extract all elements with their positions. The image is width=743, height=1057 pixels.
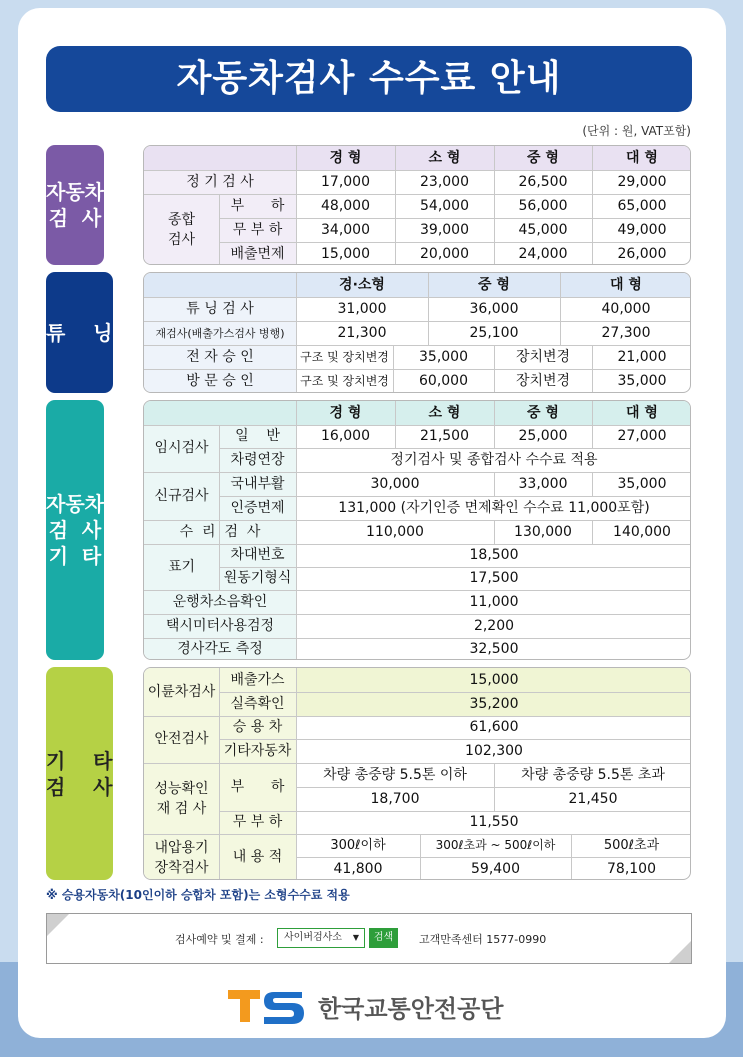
chevron-down-icon: ▼ <box>352 933 359 942</box>
fee-cell: 41,800 <box>333 860 383 877</box>
col-header: 중 형 <box>527 149 559 166</box>
corner-deco-icon <box>47 914 69 936</box>
row-label: 방 문 승 인 <box>186 373 254 389</box>
fee-cell: 65,000 <box>617 197 667 214</box>
fee-cell: 140,000 <box>613 523 671 540</box>
col-header: 대 형 <box>610 276 642 293</box>
fee-cell: 131,000 (자기인증 면제확인 수수료 11,000포함) <box>338 499 650 516</box>
col-header: 중 형 <box>478 276 510 293</box>
sub-header: 300ℓ초과 ~ 500ℓ이하 <box>435 838 556 852</box>
corner-deco-icon <box>669 941 691 963</box>
row-label: 원동기형식 <box>223 570 292 586</box>
fee-cell: 49,000 <box>617 221 667 238</box>
row-label: 재검사(배출가스검사 병행) <box>155 326 285 340</box>
fee-cell: 21,450 <box>568 790 618 807</box>
unit-note: (단위 : 원, VAT포함) <box>582 124 691 138</box>
fee-cell: 18,500 <box>469 547 519 563</box>
section-inspection-label: 자동차 검 사 <box>46 180 104 230</box>
fee-cell: 17,000 <box>321 173 370 190</box>
row-label: 경사각도 측정 <box>177 641 263 657</box>
fee-cell: 110,000 <box>366 523 424 540</box>
row-group-label: 신규검사 <box>154 487 209 504</box>
row-label: 배출가스 <box>230 671 285 688</box>
row-label: 무 부 하 <box>232 814 283 830</box>
fee-cell: 25,100 <box>469 324 519 341</box>
customer-center: 고객만족센터 1577-0990 <box>419 933 547 946</box>
col-header: 소 형 <box>428 149 461 166</box>
row-label: 수 리 검 사 <box>179 523 261 540</box>
row-label: 승 용 차 <box>232 719 283 735</box>
fee-cell: 21,300 <box>337 324 387 341</box>
org-name: 한국교통안전공단 <box>318 994 504 1023</box>
fee-cell: 21,000 <box>617 348 667 365</box>
section-inspection <box>46 145 104 265</box>
row-label: 국내부활 <box>230 475 285 492</box>
fee-cell: 32,500 <box>469 641 519 657</box>
fee-cell: 2,200 <box>473 617 515 634</box>
section-other <box>46 400 104 660</box>
col-header: 경 형 <box>329 404 362 421</box>
row-group-label: 이륜차검사 <box>147 683 216 700</box>
sub-label: 구조 및 장치변경 <box>300 349 389 364</box>
fee-cell: 21,500 <box>420 428 469 444</box>
fee-cell: 24,000 <box>518 245 568 262</box>
section-etc <box>46 667 113 880</box>
fee-cell: 31,000 <box>337 300 387 317</box>
row-group-label: 내압용기 장착검사 <box>154 839 209 876</box>
row-label: 부 하 <box>230 778 285 795</box>
fee-cell: 33,000 <box>518 475 568 492</box>
inspection-table <box>143 145 691 265</box>
tuning-table <box>143 272 691 393</box>
col-header: 경 형 <box>329 149 362 166</box>
col-header: 경·소형 <box>339 276 385 293</box>
sub-label: 장치변경 <box>515 373 571 389</box>
fee-cell: 15,000 <box>469 671 519 688</box>
row-group-label: 안전검사 <box>154 731 209 747</box>
sub-header: 차량 총중량 5.5톤 이하 <box>323 766 467 783</box>
sub-header: 300ℓ이하 <box>330 838 386 853</box>
search-button[interactable]: 검색 <box>369 928 398 948</box>
row-label: 튜 닝 검 사 <box>186 300 254 317</box>
row-group-label: 종합 검사 <box>167 212 196 248</box>
section-tuning-label: 튜 닝 <box>46 320 113 345</box>
row-label: 일 반 <box>235 428 280 444</box>
row-label: 실측확인 <box>230 695 285 712</box>
fee-cell: 48,000 <box>321 197 370 214</box>
sub-header: 500ℓ초과 <box>603 838 660 853</box>
select-value: 사이버검사소 <box>284 932 342 943</box>
row-label: 배출면제 <box>230 245 285 262</box>
row-label: 차대번호 <box>230 547 285 563</box>
fee-cell: 35,200 <box>469 695 519 712</box>
fee-cell: 정기검사 및 종합검사 수수료 적용 <box>390 451 598 468</box>
fee-cell: 54,000 <box>420 197 469 214</box>
fee-cell: 26,000 <box>617 245 667 262</box>
col-header: 소 형 <box>428 404 461 421</box>
fee-cell: 61,600 <box>469 719 519 735</box>
reservation-box <box>46 913 692 964</box>
inspection-site-select[interactable] <box>277 928 365 948</box>
row-group-label: 성능확인 재 검 사 <box>154 780 209 817</box>
fee-cell: 30,000 <box>370 475 420 492</box>
fee-cell: 34,000 <box>321 221 370 238</box>
fee-cell: 11,000 <box>469 593 519 610</box>
ts-logo-icon <box>228 986 312 1026</box>
fee-cell: 20,000 <box>420 245 469 262</box>
fee-cell: 27,300 <box>601 324 651 341</box>
reservation-label: 검사예약 및 결제 : <box>175 933 264 946</box>
fee-cell: 35,000 <box>419 348 468 365</box>
page-title: 자동차검사 수수료 안내 <box>46 46 692 112</box>
fee-cell: 27,000 <box>617 428 667 444</box>
fee-cell: 17,500 <box>469 570 519 586</box>
row-label: 정 기 검 사 <box>186 173 254 190</box>
col-header: 중 형 <box>527 404 559 421</box>
row-group-label: 표기 <box>167 558 196 575</box>
fee-cell: 39,000 <box>420 221 469 238</box>
fee-cell: 130,000 <box>514 523 572 540</box>
fee-cell: 29,000 <box>617 173 667 190</box>
row-label: 무 부 하 <box>232 221 283 238</box>
col-header: 대 형 <box>626 149 658 166</box>
fee-cell: 36,000 <box>469 300 519 317</box>
fee-cell: 78,100 <box>607 860 656 877</box>
fee-cell: 16,000 <box>321 428 370 444</box>
fee-cell: 23,000 <box>420 173 469 190</box>
row-group-label: 임시검사 <box>154 440 209 456</box>
fee-cell: 35,000 <box>617 373 667 389</box>
row-label: 택시미터사용검정 <box>165 617 275 634</box>
fee-cell: 40,000 <box>601 300 651 317</box>
fee-cell: 102,300 <box>465 742 523 759</box>
kotsa-logo <box>228 986 503 1026</box>
fee-cell: 56,000 <box>518 197 568 214</box>
row-label: 차령연장 <box>230 451 285 468</box>
row-label: 인증면제 <box>230 499 285 516</box>
fee-cell: 15,000 <box>321 245 370 262</box>
fee-cell: 25,000 <box>518 428 568 444</box>
row-label: 전 자 승 인 <box>186 348 254 365</box>
fee-cell: 18,700 <box>370 790 420 807</box>
row-label: 내 용 적 <box>232 849 283 865</box>
etc-table <box>143 667 691 880</box>
section-other-label: 자동차 검 사 기 타 <box>46 492 104 568</box>
row-label: 기타자동차 <box>223 742 292 759</box>
fee-cell: 11,550 <box>469 814 519 830</box>
sub-header: 차량 총중량 5.5톤 초과 <box>521 766 665 783</box>
fee-cell: 60,000 <box>419 373 468 389</box>
section-tuning <box>46 272 113 393</box>
row-label: 부 하 <box>230 197 285 214</box>
sub-label: 장치변경 <box>515 348 571 365</box>
row-label: 운행차소음확인 <box>172 593 268 610</box>
section-etc-label: 기 타 검 사 <box>46 748 113 799</box>
fee-cell: 35,000 <box>617 475 667 492</box>
fee-cell: 45,000 <box>518 221 568 238</box>
fee-cell: 26,500 <box>518 173 568 190</box>
fee-cell: 59,400 <box>471 860 520 877</box>
footnote: ※ 승용자동차(10인이하 승합차 포함)는 소형수수료 적용 <box>46 888 350 902</box>
other-table <box>143 400 691 660</box>
sub-label: 구조 및 장치변경 <box>300 374 389 388</box>
col-header: 대 형 <box>626 404 658 421</box>
